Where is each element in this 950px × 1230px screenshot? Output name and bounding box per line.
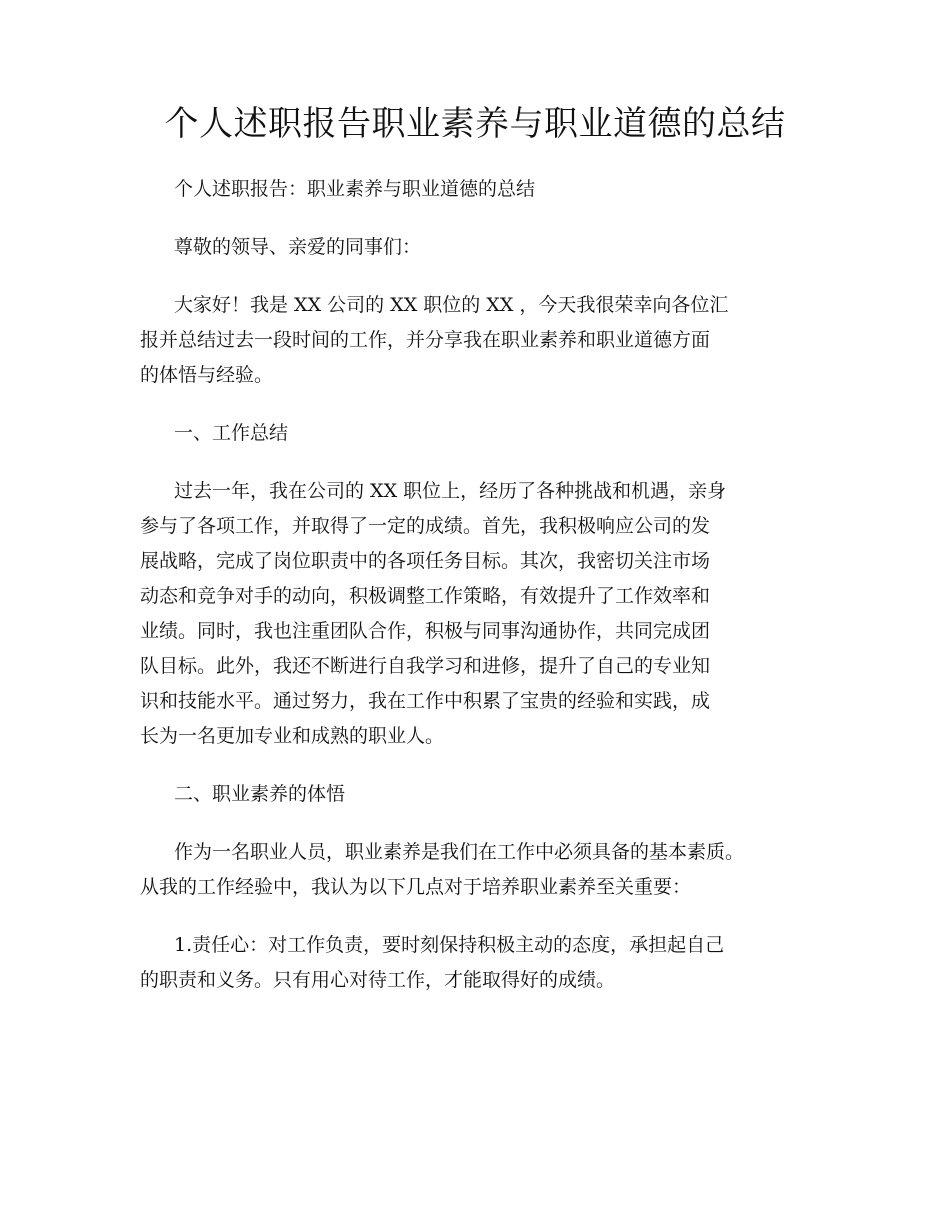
paragraph-work-summary xyxy=(140,474,830,754)
text-line: 从我的工作经验中，我认为以下几点对于培养职业素养至关重要： xyxy=(140,876,692,898)
paragraph-professionalism xyxy=(140,835,830,905)
text-line: 的体悟与经验。 xyxy=(140,364,274,386)
text-line: 长为一名更加专业和成熟的职业人。 xyxy=(140,725,445,747)
text-line: 参与了各项工作，并取得了一定的成绩。首先，我积极响应公司的发 xyxy=(140,515,711,537)
text-line: 作为一名职业人员，职业素养是我们在工作中必须具备的基本素质。 xyxy=(174,841,745,863)
text-line: 二、职业素养的体悟 xyxy=(174,783,346,805)
text-line: 1.责任心：对工作负责，要时刻保持积极主动的态度，承担起自己 xyxy=(174,934,725,956)
text-line: 尊敬的领导、亲爱的同事们： xyxy=(174,236,422,258)
paragraph-intro xyxy=(140,288,830,393)
text-line: 过去一年，我在公司的 XX 职位上，经历了各种挑战和机遇，亲身 xyxy=(174,480,727,502)
text-line: 的职责和义务。只有用心对待工作，才能取得好的成绩。 xyxy=(140,969,616,991)
paragraph-salutation xyxy=(140,230,830,265)
paragraph-subtitle xyxy=(140,172,830,207)
text-line: 一、工作总结 xyxy=(174,422,289,444)
document-title: 个人述职报告职业素养与职业道德的总结 xyxy=(164,104,786,144)
text-line: 识和技能水平。通过努力，我在工作中积累了宝贵的经验和实践，成 xyxy=(140,690,711,712)
text-line: 报并总结过去一段时间的工作，并分享我在职业素养和职业道德方面 xyxy=(140,329,711,351)
text-line: 动态和竞争对手的动向，积极调整工作策略，有效提升了工作效率和 xyxy=(140,585,711,607)
text-line: 大家好！我是 XX 公司的 XX 职位的 XX ，今天我很荣幸向各位汇 xyxy=(174,294,729,316)
text-line: 业绩。同时，我也注重团队合作，积极与同事沟通协作，共同完成团 xyxy=(140,620,711,642)
paragraph-responsibility xyxy=(140,928,830,998)
section-heading-1 xyxy=(140,416,830,451)
text-line: 队目标。此外，我还不断进行自我学习和进修，提升了自己的专业知 xyxy=(140,655,711,677)
section-heading-2 xyxy=(140,777,830,812)
text-line: 个人述职报告：职业素养与职业道德的总结 xyxy=(174,178,536,200)
document-body xyxy=(140,172,830,1021)
text-line: 展战略，完成了岗位职责中的各项任务目标。其次，我密切关注市场 xyxy=(140,550,711,572)
